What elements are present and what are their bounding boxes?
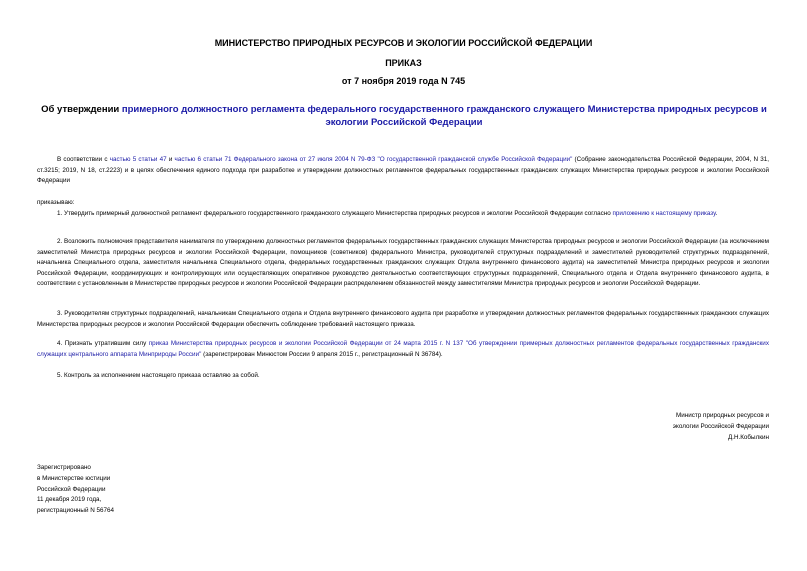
registration-block [37,463,237,517]
doc-title [40,103,768,129]
item-1-end: . [715,210,718,217]
registration-number: регистрационный N 56764 [37,507,115,515]
signature-line-2: экологии Российской Федерации [672,423,769,430]
item-4 [37,339,769,360]
item-1-text: 1. Утвердить примерный должностной регламент федерального государственного гражданского служащего Министерства природных ресурсов и экологии Российской Федерации согласно [57,210,613,217]
item-4-text: 4. Признать утратившим силу [57,340,149,347]
ministry-header: МИНИСТЕРСТВО ПРИРОДНЫХ РЕСУРСОВ И ЭКОЛОГИИ РОССИЙСКОЙ ФЕДЕРАЦИИ [214,38,593,48]
signature-block [569,410,769,443]
registration-line-2: в Министерстве юстиции [37,474,111,482]
law-article-47-link[interactable]: частью 5 статьи 47 [109,156,167,163]
doc-title-prefix: Об утверждении [41,104,122,115]
item-2: 2. Возложить полномочия представителя нанимателя по утверждению должностных регламентов федеральных государственных гражданских служащих Министерства природных ресурсов и экологии Российской Федерации (за исключением заместителей Министра природных ресурсов и экологии Российской Федерации, помощников (советников) федерального Министра, руководителей структурных подразделений и заместителей руководителей структурных подразделений, начальника Специального отдела, заместителя начальника Специального отдела, федеральных государственных гражданских служащих Отдела внутреннего финансового аудита) на заместителей Министра природных ресурсов и экологии Российской Федерации, координирующих и контролирующих или осуществляющих оперативное руководство деятельностью соответствующих структурных подразделений, Специального отдела и Отдела внутреннего финансового аудита, в соответствии с установленным в Министерстве природных ресурсов и экологии Российской Федерации распределением обязанностей между заместителями Министра природных ресурсов и экологии Российской Федерации. [37,238,769,288]
preamble-text-3: (Собрание законодательства Российской Федерации, 2004, N 31, ст.3215; 2019, N 18, ст.2223) и в целях обеспечения единого подхода при разработке и утверждении должностных регламентов федеральных государственных гражданских служащих Министерства природных ресурсов и экологии Российской Федерации [37,156,769,185]
item-3: 3. Руководителям структурных подразделений, начальникам Специального отдела и Отдела внутреннего финансового аудита при разработке и утверждении должностных регламентов федеральных государственных гражданских служащих Министерства природных ресурсов и экологии Российской Федерации обеспечить соблюдение требований настоящего приказа. [37,310,769,328]
signature-name: Д.Н.Кобылкин [727,434,769,441]
item-1 [37,209,769,220]
item-5: 5. Контроль за исполнением настоящего приказа оставляю за собой. [57,372,260,379]
preamble-text-1: В соответствии с [57,156,110,163]
preamble [37,155,769,187]
law-79fz-link[interactable]: частью 6 статьи 71 Федерального закона от 27 июля 2004 N 79-ФЗ "О государственной гражданской службе Российской Федерации" [174,156,573,163]
registration-line-3: Российской Федерации [37,485,106,493]
preamble-text-2: и [166,156,175,163]
registration-date: 11 декабря 2019 года, [37,496,102,504]
order-word: приказываю: [37,199,75,206]
doc-title-link[interactable]: примерного должностного регламента федерального государственного гражданского служащего Министерства природных ресурсов и экологии Российской Федерации [121,104,767,128]
doc-type: ПРИКАЗ [385,58,422,68]
registration-line-1: Зарегистрировано [37,464,91,471]
appendix-link[interactable]: приложению к настоящему приказу [612,210,716,217]
repealed-order-link[interactable]: приказ Министерства природных ресурсов и экологии Российской Федерации от 24 марта 2015 г. N 137 "Об утверждении примерных должностных регламентов федеральных государственных гражданских служащих центрального аппарата Минприроды России" [37,340,769,358]
doc-date-number: от 7 ноября 2019 года N 745 [341,76,466,86]
item-4-end: (зарегистрирован Минюстом России 9 апреля 2015 г., регистрационный N 36784). [201,350,443,358]
signature-line-1: Министр природных ресурсов и [676,412,769,419]
